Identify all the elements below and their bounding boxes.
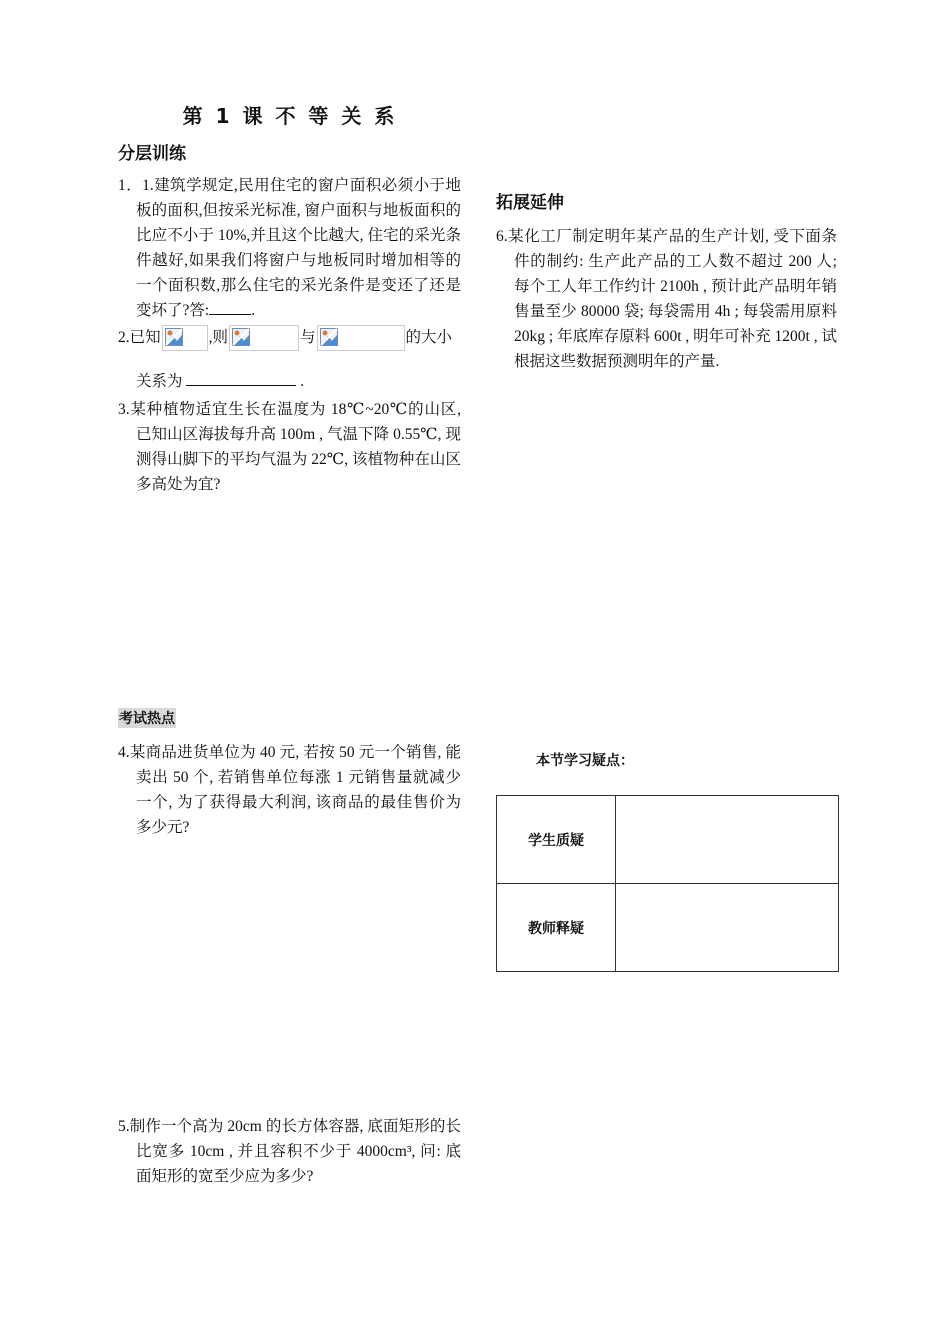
question-2-prefix: 2.已知 [118,329,161,346]
question-2 [118,325,461,394]
student-question-label: 学生质疑 [497,796,616,884]
question-4 [118,740,461,840]
question-1-text: 1.建筑学规定,民用住宅的窗户面积必须小于地板的面积,但按采光标准, 窗户面积与地板面积的比应不小于 10%,并且这个比越大, 住宅的采光条件越好,如果我们将窗户与地板同时增加相等的一个面积数,那么住宅的采光条件是变还了还是变坏了?答: [136,177,461,319]
question-5-text: 5.制作一个高为 20cm 的长方体容器, 底面矩形的长比宽多 10cm , 并且容积不少于 4000cm³, 问: 底面矩形的宽至少应为多少? [118,1118,461,1185]
page-title: 第 1 课 不 等 关 系 [182,104,398,128]
question-6 [496,224,837,374]
question-1-number: 1． [118,177,143,194]
broken-image-icon [229,325,299,351]
question-3 [118,397,461,497]
section-exam-hotspot: 考试热点 [118,708,176,728]
question-1 [118,173,461,323]
answer-blank-1[interactable] [209,314,251,315]
answer-blank-2[interactable] [186,385,296,386]
question-5 [118,1114,461,1189]
question-2-mid1: ,则 [208,329,229,346]
question-2-suffix: 的大小 [405,329,453,346]
question-2-mid2: 与 [300,329,316,346]
question-2-end: . [300,373,305,391]
section-layered-training: 分层训练 [118,144,186,164]
table-row [497,884,839,972]
doubts-table [496,795,839,972]
question-1-end: . [251,302,256,319]
broken-image-icon [162,325,208,351]
broken-image-icon [317,325,405,351]
section-extension: 拓展延伸 [496,193,564,213]
doubts-title: 本节学习疑点： [536,753,634,769]
student-question-cell[interactable] [616,796,839,884]
teacher-answer-label: 教师释疑 [497,884,616,972]
question-2-line2: 关系为 [136,373,183,391]
question-3-text: 3.某种植物适宜生长在温度为 18℃~20℃的山区, 已知山区海拔每升高 100m , 气温下降 0.55℃, 现测得山脚下的平均气温为 22℃, 该植物种在山区多高处为宜? [118,401,461,493]
teacher-answer-cell[interactable] [616,884,839,972]
table-row [497,796,839,884]
question-6-text: 6.某化工厂制定明年某产品的生产计划, 受下面条件的制约: 生产此产品的工人数不超过 200 人; 每个工人年工作约计 2100h , 预计此产品明年销售量至少 80000 袋; 每袋需用 4h ; 每袋需用原料 20kg ; 年底库存原料 600t , 明年可补充 1200t , 试根据这些数据预测明年的产量. [496,228,837,370]
question-4-text: 4.某商品进货单位为 40 元, 若按 50 元一个销售, 能卖出 50 个, 若销售单位每涨 1 元销售量就减少一个, 为了获得最大利润, 该商品的最佳售价为多少元? [118,744,461,836]
